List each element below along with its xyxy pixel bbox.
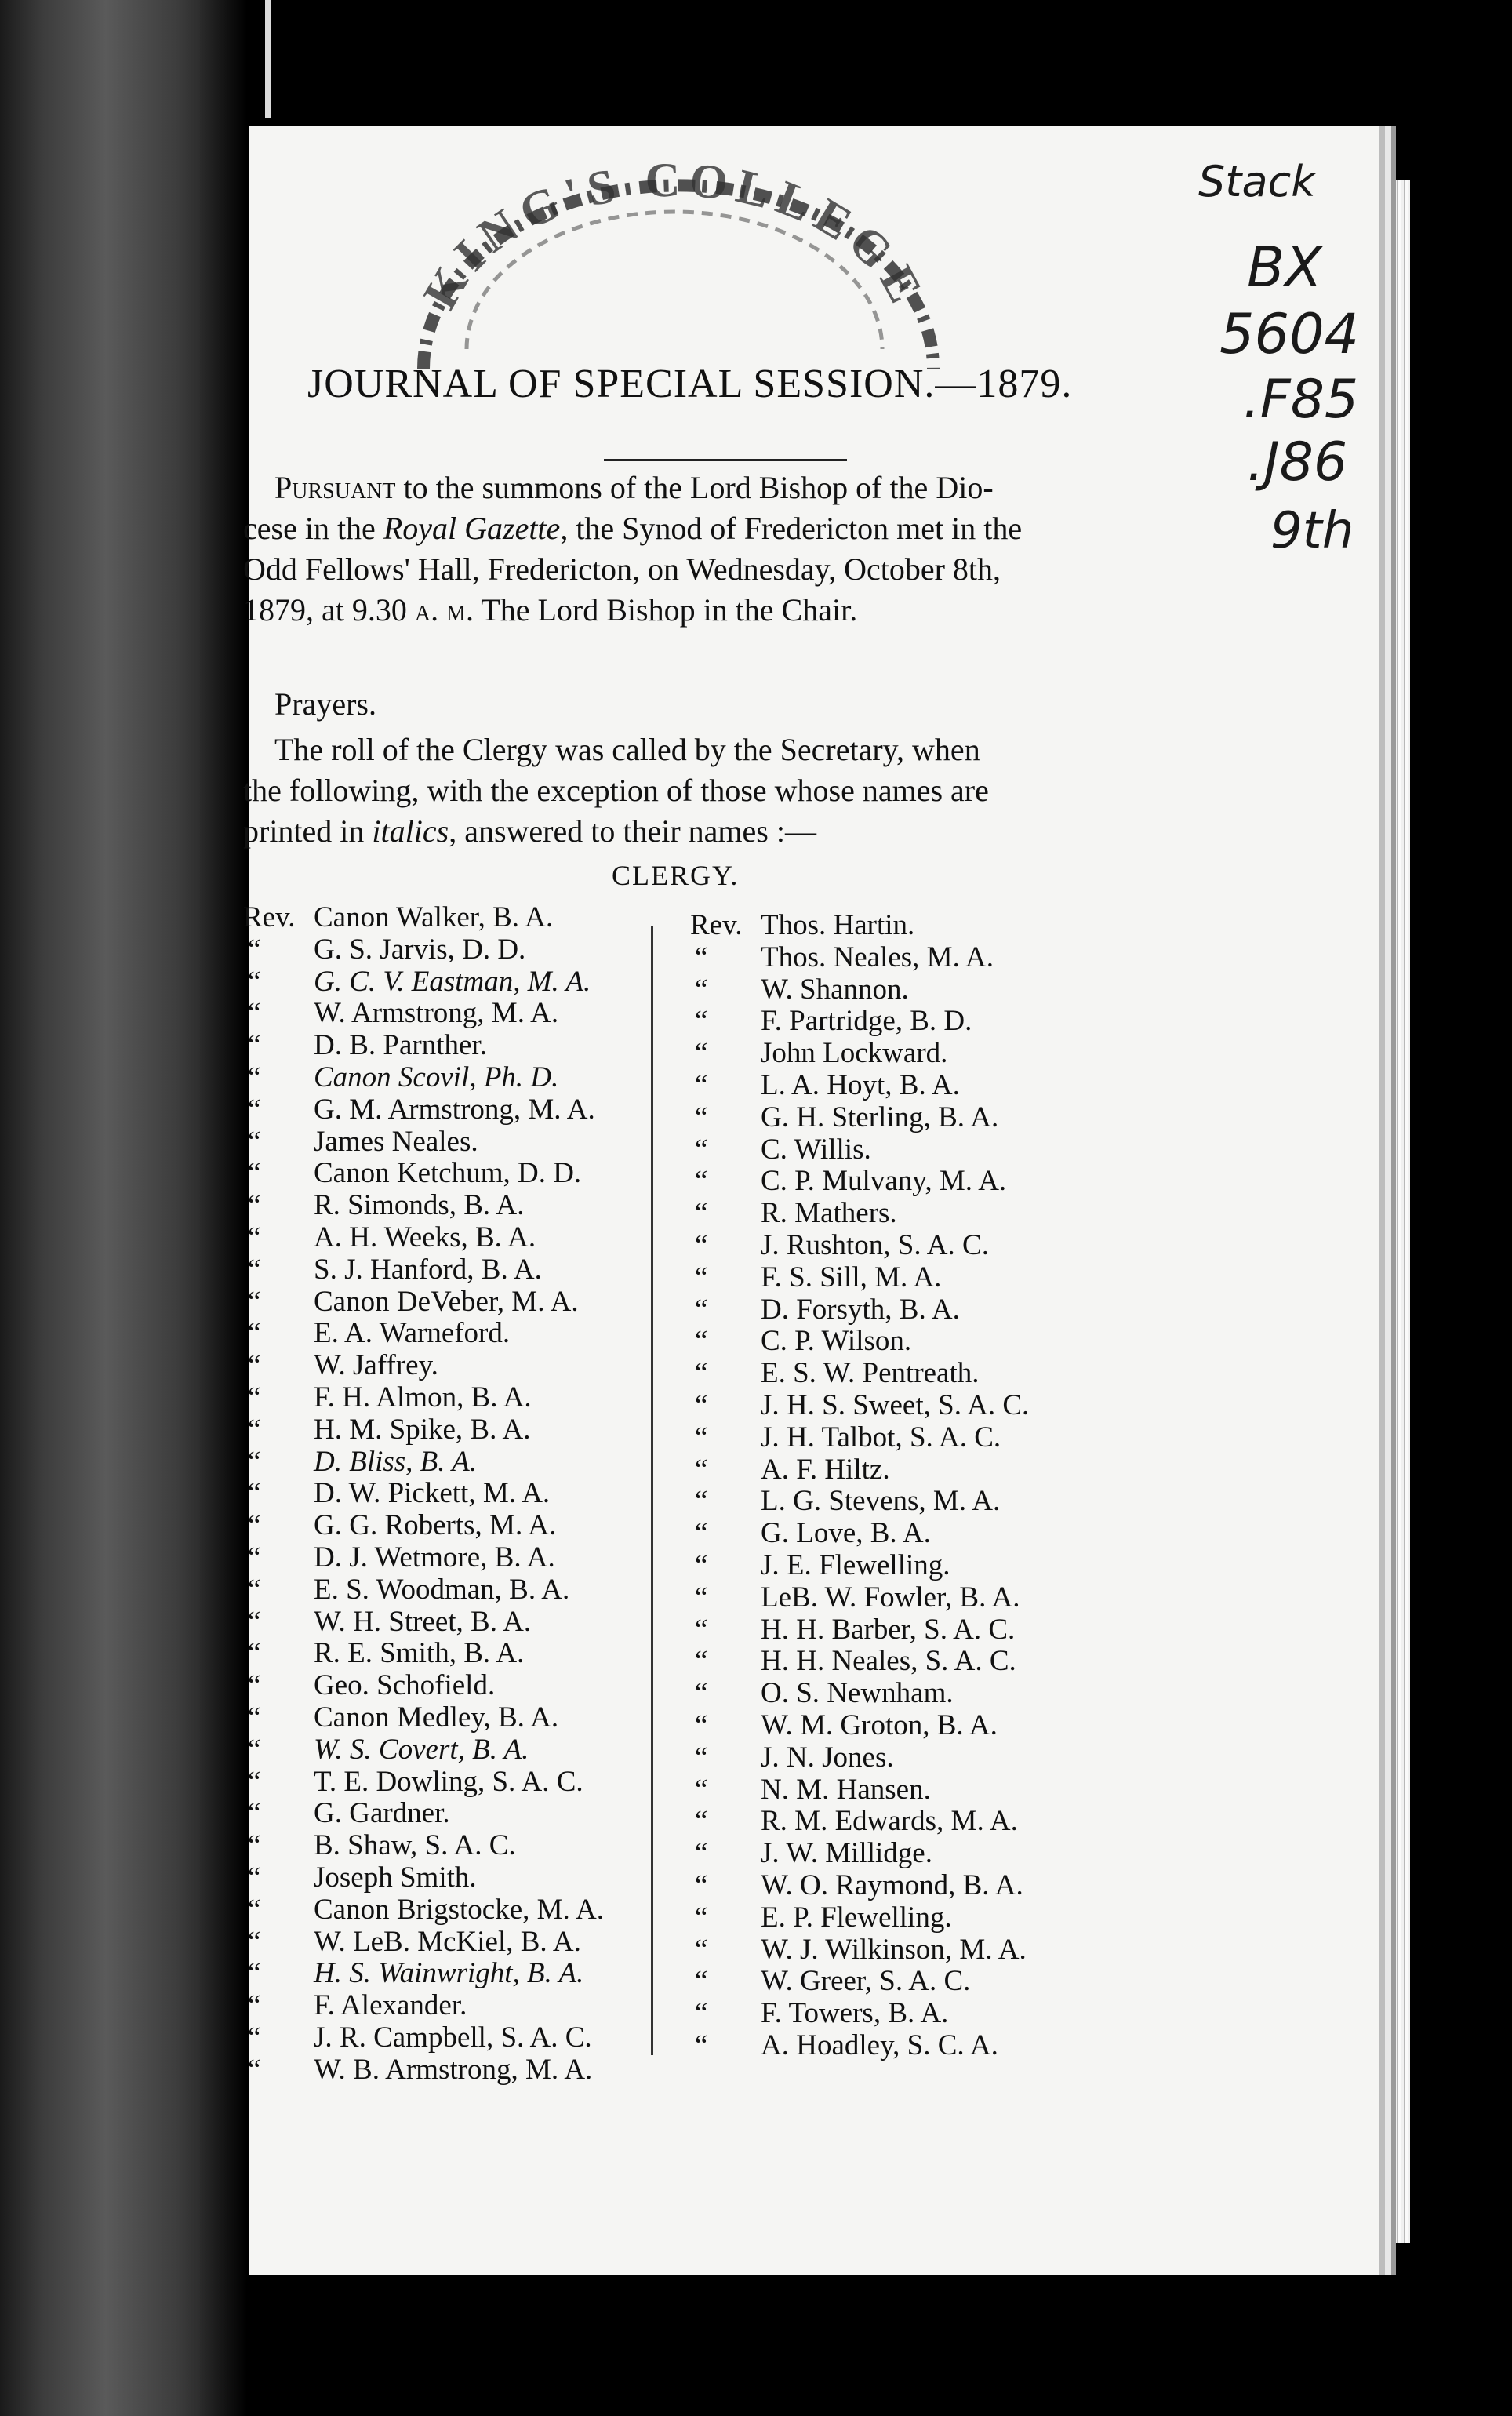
rev-prefix: Rev.	[243, 901, 296, 933]
ditto-mark: “	[695, 1133, 708, 1166]
clergy-name: W. O. Raymond, B. A.	[761, 1868, 1023, 1901]
clergy-name: O. S. Newnham.	[761, 1677, 954, 1710]
clergy-name: Canon Ketchum, D. D.	[314, 1157, 582, 1190]
bookmark-ribbon	[265, 0, 271, 118]
clergy-entry	[690, 1454, 1029, 1486]
ditto-mark: “	[248, 1317, 261, 1350]
clergy-entry	[690, 1934, 1029, 1967]
ditto-mark: “	[248, 1701, 261, 1734]
ditto-mark: “	[695, 1165, 708, 1198]
clergy-name: John Lockward.	[761, 1037, 948, 1070]
ditto-mark: “	[248, 1509, 261, 1542]
ditto-mark: “	[695, 1708, 708, 1741]
clergy-entry	[690, 1198, 1029, 1230]
clergy-name: Canon Walker, B. A.	[314, 901, 554, 933]
clergy-name: J. N. Jones.	[761, 1741, 894, 1774]
clergy-entry	[690, 1486, 1029, 1518]
clergy-name: LeB. W. Fowler, B. A.	[761, 1581, 1020, 1614]
clergy-name: A. F. Hiltz.	[761, 1453, 890, 1486]
ditto-mark: “	[248, 1861, 261, 1894]
ditto-mark: “	[248, 1125, 261, 1158]
clergy-entry	[690, 1166, 1029, 1198]
clergy-entry	[243, 1318, 604, 1350]
clergy-name: R. M. Edwards, M. A.	[761, 1805, 1018, 1838]
clergy-entry	[243, 2022, 604, 2054]
clergy-name: E. P. Flewelling.	[761, 1901, 952, 1934]
ditto-mark: “	[695, 1228, 708, 1261]
column-divider	[651, 926, 653, 2055]
clergy-entry	[690, 1902, 1029, 1934]
clergy-name: C. P. Mulvany, M. A.	[761, 1165, 1007, 1198]
roll-paragraph: The roll of the Clergy was called by the Secretary, when the following, with the exception of those whose names are printed in italics, answered to their names :—	[243, 732, 989, 849]
ditto-mark: “	[248, 2053, 261, 2086]
clergy-entry	[690, 1998, 1029, 2030]
clergy-entry	[690, 1870, 1029, 1902]
ditto-mark: “	[248, 1541, 261, 1574]
clergy-entry	[690, 1614, 1029, 1646]
ditto-mark: “	[695, 1517, 708, 1550]
clergy-name: E. A. Warneford.	[314, 1317, 511, 1350]
clergy-entry	[243, 1094, 604, 1126]
ditto-mark: “	[695, 1293, 708, 1326]
prayers-line: Prayers.	[274, 686, 376, 722]
ditto-mark: “	[695, 1421, 708, 1454]
clergy-entry	[243, 1894, 604, 1927]
clergy-name: J. W. Millidge.	[761, 1837, 932, 1870]
clergy-entry	[690, 1038, 1029, 1070]
clergy-name: Canon Scovil, Ph. D.	[314, 1061, 559, 1093]
ditto-mark: “	[248, 1573, 261, 1606]
clergy-name: F. Alexander.	[314, 1989, 467, 2022]
clergy-entry	[690, 1006, 1029, 1038]
clergy-name: C. P. Wilson.	[761, 1325, 912, 1358]
ditto-mark: “	[248, 1605, 261, 1638]
clergy-entry	[690, 1774, 1029, 1807]
ditto-mark: “	[248, 1925, 261, 1958]
clergy-entry	[243, 1734, 604, 1767]
clergy-entry	[690, 1070, 1029, 1102]
ditto-mark: “	[695, 1805, 708, 1838]
ditto-mark: “	[248, 2021, 261, 2054]
clergy-entry	[690, 1102, 1029, 1134]
ditto-mark: “	[248, 1157, 261, 1190]
clergy-name: G. G. Roberts, M. A.	[314, 1509, 557, 1542]
clergy-name: B. Shaw, S. A. C.	[314, 1829, 516, 1862]
ditto-mark: “	[248, 1893, 261, 1926]
call-number-line: .F85	[1243, 369, 1359, 431]
ditto-mark: “	[695, 1548, 708, 1581]
clergy-entry	[243, 1030, 604, 1062]
clergy-entry	[243, 1158, 604, 1190]
book-spine-edge	[200, 0, 247, 2416]
clergy-name: A. H. Weeks, B. A.	[314, 1221, 536, 1253]
ditto-mark: “	[695, 1645, 708, 1678]
ditto-mark: “	[695, 1037, 708, 1070]
clergy-name: W. Armstrong, M. A.	[314, 997, 559, 1030]
clergy-entry	[243, 998, 604, 1030]
ditto-mark: “	[695, 1581, 708, 1614]
clergy-name: J. R. Campbell, S. A. C.	[314, 2021, 592, 2054]
ditto-mark: “	[248, 1445, 261, 1478]
ditto-mark: “	[248, 1733, 261, 1766]
clergy-entry	[243, 1478, 604, 1510]
ditto-mark: “	[695, 941, 708, 973]
clergy-entry	[243, 1830, 604, 1862]
ditto-mark: “	[695, 1773, 708, 1806]
rev-prefix: Rev.	[690, 909, 743, 941]
clergy-name: Canon DeVeber, M. A.	[314, 1285, 579, 1318]
ditto-mark: “	[248, 1797, 261, 1830]
ditto-mark: “	[695, 1485, 708, 1518]
ditto-mark: “	[248, 1477, 261, 1510]
ditto-mark: “	[695, 1005, 708, 1038]
clergy-entry	[690, 1390, 1029, 1422]
clergy-entry	[690, 974, 1029, 1006]
call-number-line: 9th	[1270, 502, 1354, 560]
clergy-entry	[690, 1230, 1029, 1262]
title-rule	[604, 459, 847, 461]
clergy-entry	[243, 1126, 604, 1159]
clergy-name: D. Bliss, B. A.	[314, 1445, 477, 1478]
ditto-mark: “	[695, 1261, 708, 1294]
clergy-name: W. Jaffrey.	[314, 1349, 438, 1382]
clergy-name: S. J. Hanford, B. A.	[314, 1253, 542, 1286]
clergy-name: J. H. Talbot, S. A. C.	[761, 1421, 1001, 1454]
clergy-entry	[690, 1422, 1029, 1454]
clergy-entry	[243, 1767, 604, 1799]
clergy-entry	[690, 1518, 1029, 1550]
clergy-name: F. Towers, B. A.	[761, 1997, 949, 2030]
ditto-mark: “	[695, 1613, 708, 1646]
clergy-name: R. E. Smith, B. A.	[314, 1637, 525, 1670]
clergy-name: D. W. Pickett, M. A.	[314, 1477, 551, 1510]
ditto-mark: “	[695, 1677, 708, 1710]
clergy-entry	[243, 1862, 604, 1894]
clergy-entry	[243, 966, 604, 999]
call-number-line: Stack	[1198, 157, 1316, 206]
ditto-mark: “	[248, 1061, 261, 1093]
clergy-entry	[243, 934, 604, 966]
clergy-name: F. H. Almon, B. A.	[314, 1381, 532, 1414]
clergy-entry	[690, 1134, 1029, 1166]
clergy-name: W. B. Armstrong, M. A.	[314, 2053, 593, 2086]
clergy-name: T. E. Dowling, S. A. C.	[314, 1765, 583, 1798]
ditto-mark: “	[695, 1933, 708, 1966]
clergy-entry	[243, 1190, 604, 1222]
clergy-entry	[690, 1582, 1029, 1614]
clergy-entry	[690, 1742, 1029, 1774]
ditto-mark: “	[695, 973, 708, 1006]
clergy-entry	[690, 942, 1029, 974]
clergy-name: G. Gardner.	[314, 1797, 450, 1830]
ditto-mark: “	[695, 1868, 708, 1901]
ditto-mark: “	[248, 1829, 261, 1862]
clergy-name: J. H. S. Sweet, S. A. C.	[761, 1388, 1030, 1421]
ditto-mark: “	[695, 1997, 708, 2030]
ditto-mark: “	[248, 1221, 261, 1253]
clergy-name: Geo. Schofield.	[314, 1669, 496, 1702]
ditto-mark: “	[695, 2028, 708, 2061]
clergy-entry	[690, 910, 1029, 942]
call-number-line: BX	[1247, 235, 1322, 300]
opening-paragraph: Pursuant to the summons of the Lord Bishop of the Dio- cese in the Royal Gazette, the Synod of Fredericton met in the Odd Fellows' Hall, Fredericton, on Wednesday, October 8th, 1879, at 9.30 a. m. The Lord Bishop in the Chair.	[243, 470, 1023, 628]
clergy-entry	[243, 1927, 604, 1959]
ditto-mark: “	[248, 997, 261, 1030]
clergy-name: H. M. Spike, B. A.	[314, 1413, 531, 1446]
clergy-entry	[243, 902, 604, 934]
clergy-entry	[690, 2030, 1029, 2062]
clergy-name: Canon Brigstocke, M. A.	[314, 1893, 604, 1926]
clergy-entry	[243, 1510, 604, 1542]
ditto-mark: “	[248, 1637, 261, 1670]
clergy-entry	[690, 1806, 1029, 1838]
clergy-entry	[690, 1294, 1029, 1326]
clergy-entry	[690, 1646, 1029, 1678]
clergy-name: J. Rushton, S. A. C.	[761, 1228, 989, 1261]
clergy-entry	[243, 1382, 604, 1414]
clergy-entry	[243, 1606, 604, 1639]
clergy-list-right	[690, 910, 1029, 2062]
clergy-name: W. Greer, S. A. C.	[761, 1965, 971, 1998]
clergy-name: L. G. Stevens, M. A.	[761, 1485, 1001, 1518]
ditto-mark: “	[248, 1253, 261, 1286]
ditto-mark: “	[248, 1669, 261, 1702]
clergy-name: G. Love, B. A.	[761, 1517, 931, 1550]
clergy-name: W. H. Street, B. A.	[314, 1605, 532, 1638]
ditto-mark: “	[248, 1093, 261, 1126]
ditto-mark: “	[248, 1285, 261, 1318]
clergy-name: W. J. Wilkinson, M. A.	[761, 1933, 1027, 1966]
clergy-name: H. S. Wainwright, B. A.	[314, 1957, 584, 1990]
clergy-entry	[243, 1062, 604, 1094]
clergy-name: Joseph Smith.	[314, 1861, 477, 1894]
clergy-list-left	[243, 902, 604, 2086]
clergy-name: W. M. Groton, B. A.	[761, 1708, 998, 1741]
ditto-mark: “	[248, 933, 261, 966]
ditto-mark: “	[248, 1189, 261, 1222]
ditto-mark: “	[248, 1957, 261, 1990]
ditto-mark: “	[248, 1765, 261, 1798]
clergy-name: Thos. Hartin.	[761, 909, 915, 941]
stamp-text: KING'S COLLEGE	[413, 153, 936, 318]
clergy-name: R. Mathers.	[761, 1197, 897, 1230]
clergy-entry	[690, 1678, 1029, 1710]
clergy-entry	[243, 1222, 604, 1254]
clergy-entry	[243, 1574, 604, 1606]
clergy-entry	[243, 1670, 604, 1702]
clergy-entry	[690, 1326, 1029, 1358]
ditto-mark: “	[695, 1901, 708, 1934]
clergy-name: G. S. Jarvis, D. D.	[314, 933, 526, 966]
ditto-mark: “	[695, 1741, 708, 1774]
ditto-mark: “	[695, 1453, 708, 1486]
clergy-entry	[690, 1838, 1029, 1870]
clergy-name: D. J. Wetmore, B. A.	[314, 1541, 555, 1574]
clergy-name: F. S. Sill, M. A.	[761, 1261, 942, 1294]
ditto-mark: “	[248, 1349, 261, 1382]
clergy-name: E. S. Woodman, B. A.	[314, 1573, 570, 1606]
clergy-name: W. S. Covert, B. A.	[314, 1733, 529, 1766]
ditto-mark: “	[695, 1388, 708, 1421]
ditto-mark: “	[695, 1101, 708, 1133]
call-number-line: 5604	[1219, 302, 1360, 366]
page-stack-edge	[1380, 180, 1410, 2243]
clergy-entry	[243, 1542, 604, 1574]
clergy-name: G. H. Sterling, B. A.	[761, 1101, 999, 1133]
ditto-mark: “	[695, 1325, 708, 1358]
clergy-name: D. Forsyth, B. A.	[761, 1293, 960, 1326]
clergy-entry	[690, 1966, 1029, 1998]
clergy-entry	[243, 1798, 604, 1830]
clergy-name: R. Simonds, B. A.	[314, 1189, 525, 1222]
clergy-name: D. B. Parnther.	[314, 1029, 487, 1062]
clergy-name: H. H. Neales, S. A. C.	[761, 1645, 1016, 1678]
clergy-name: G. C. V. Eastman, M. A.	[314, 965, 591, 998]
clergy-entry	[243, 1350, 604, 1382]
library-stamp	[392, 149, 957, 384]
clergy-name: C. Willis.	[761, 1133, 871, 1166]
clergy-name: H. H. Barber, S. A. C.	[761, 1613, 1016, 1646]
clergy-entry	[243, 1414, 604, 1446]
clergy-entry	[690, 1358, 1029, 1390]
clergy-entry	[243, 1286, 604, 1319]
clergy-entry	[690, 1710, 1029, 1742]
ditto-mark: “	[695, 1837, 708, 1870]
ditto-mark: “	[248, 1413, 261, 1446]
clergy-entry	[690, 1262, 1029, 1294]
ditto-mark: “	[695, 1197, 708, 1230]
clergy-name: N. M. Hansen.	[761, 1773, 931, 1806]
clergy-entry	[243, 1638, 604, 1670]
clergy-name: W. LeB. McKiel, B. A.	[314, 1925, 581, 1958]
clergy-name: L. A. Hoyt, B. A.	[761, 1068, 960, 1101]
clergy-name: Canon Medley, B. A.	[314, 1701, 559, 1734]
ditto-mark: “	[695, 1965, 708, 1998]
ditto-mark: “	[695, 1068, 708, 1101]
clergy-entry	[243, 1958, 604, 1990]
ditto-mark: “	[248, 1381, 261, 1414]
page-title: JOURNAL OF SPECIAL SESSION.—1879.	[307, 362, 1073, 406]
clergy-name: W. Shannon.	[761, 973, 909, 1006]
clergy-entry	[243, 2054, 604, 2087]
clergy-heading: CLERGY.	[612, 860, 740, 891]
clergy-entry	[690, 1550, 1029, 1582]
call-number-line: .J86	[1247, 431, 1348, 493]
svg-text:KING'S COLLEGE	[413, 154, 935, 318]
clergy-entry	[243, 1254, 604, 1286]
clergy-name: Thos. Neales, M. A.	[761, 941, 994, 973]
clergy-entry	[243, 1990, 604, 2022]
clergy-name: F. Partridge, B. D.	[761, 1005, 972, 1038]
clergy-name: A. Hoadley, S. C. A.	[761, 2028, 998, 2061]
lead-word: Pursuant	[274, 470, 396, 505]
ditto-mark: “	[695, 1357, 708, 1390]
clergy-name: James Neales.	[314, 1125, 478, 1158]
ditto-mark: “	[248, 1989, 261, 2022]
clergy-entry	[243, 1702, 604, 1734]
clergy-entry	[243, 1446, 604, 1479]
clergy-name: G. M. Armstrong, M. A.	[314, 1093, 595, 1126]
clergy-name: J. E. Flewelling.	[761, 1548, 950, 1581]
ditto-mark: “	[248, 965, 261, 998]
clergy-name: E. S. W. Pentreath.	[761, 1357, 980, 1390]
ditto-mark: “	[248, 1029, 261, 1062]
